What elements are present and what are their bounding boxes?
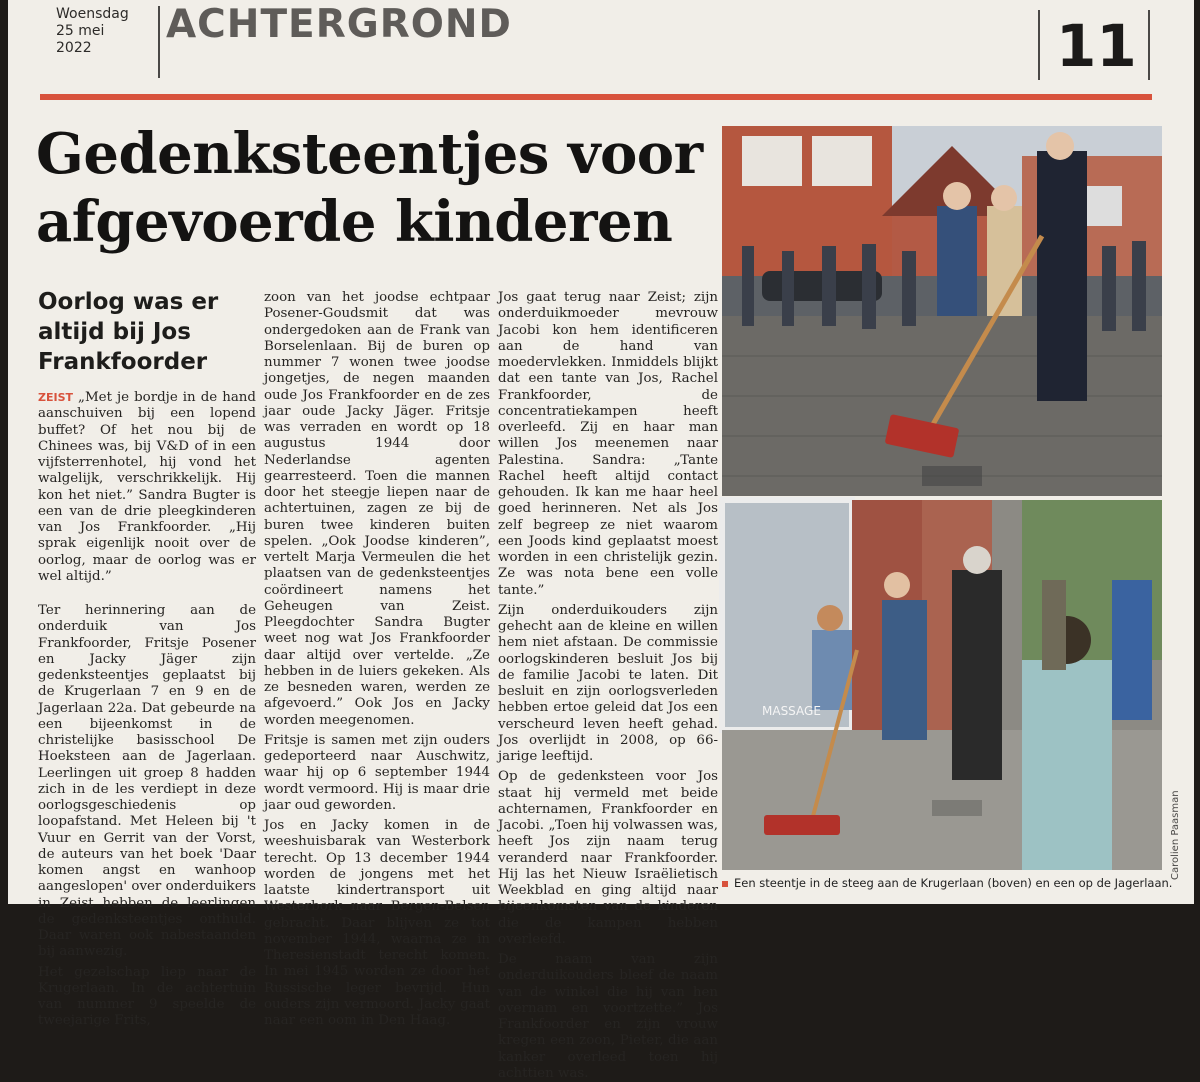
paragraph: Zijn onderduikouders zijn gehecht aan de kleine en willen hem niet afstaan. De commissie oorlogskinderen besluit Jos bij de familie Jacobi te laten. Dit besluit en zijn oorlogsverleden hebben ertoe geleid dat Jos een verscheurd leven heeft gehad. Jos overlijdt in 2008, op 66-jarige leeftijd. — [498, 602, 718, 764]
issue-date — [56, 6, 156, 57]
paragraph: Fritsje is samen met zijn ouders gedeporteerd naar Auschwitz, waar hij op 6 september 1944 wordt vermoord. Hij is maar drie jaar oud geworden. — [264, 732, 490, 813]
headline-line-2: afgevoerde kinderen — [36, 189, 673, 255]
headline-line-1: Gedenksteentjes voor — [36, 121, 703, 187]
paragraph: Ter herinnering aan de onderduik van Jos Frankfoorder, Fritsje Posener en Jacky Jäger zijn gedenksteentjes geplaatst bij de Krugerlaan 7 en 9 en de Jagerlaan 22a. Dat gebeurde na een bijeenkomst in de christelijke basisschool De Hoeksteen aan de Jagerlaan. Leerlingen uit groep 8 hadden zich in de les verdiept in deze oorlogsgeschiedenis op loopafstand. Met Heleen bij 't Vuur en Gerrit van der Vorst, de auteurs van het boek 'Daar komen angst en wanhoop aangeslopen' over onderduikers in Zeist hebben de leerlingen de gedenksteentjes onthuld. Daar waren ook nabestaanden bij aanwezig. — [38, 603, 256, 960]
page-number: 11 — [1056, 12, 1137, 80]
photo-jagerlaan — [722, 500, 1162, 870]
header-divider-edge — [1148, 10, 1150, 80]
issue-date-day: 25 mei — [56, 23, 105, 39]
paragraph: Jos gaat terug naar Zeist; zijn onderduikmoeder mevrouw Jacobi kon hem identificeren aan de hand van moedervlekken. Inmiddels blijkt dat een tante van Jos, Rachel Frankfoorder, de concentratiekampen heeft overleefd. Zij en haar man willen Jos meenemen naar Palestina. Sandra: „Tante Rachel heeft altijd contact gehouden. Ik kan me haar heel goed herinneren. Net als Jos zelf begreep ze niet waarom een Joods kind geplaatst moest worden in een christelijk gezin. Ze was nota bene een volle tante.” — [498, 290, 718, 598]
photo-krugerlaan-illustration — [722, 126, 1162, 496]
dateline: ZEIST — [38, 391, 74, 404]
issue-date-weekday: Woensdag — [56, 6, 129, 22]
intro-text: „Met je bordje in de hand aanschuiven bij een lopend buffet? Of het nou bij de Chinees was, bij V&D of in een vijfsterrenhotel, hij vond het walgelijk, verschrikkelijk. Hij kon het niet.” Sandra Bugter is een van de drie pleegkinderen van Jos Frankfoorder. „Hij sprak eigenlijk nooit over de oorlog, maar de oorlog was er wel altijd.” — [38, 390, 256, 584]
caption-text: Een steentje in de steeg aan de Krugerlaan (boven) en een op de Jagerlaan. — [734, 876, 1173, 890]
article-intro — [38, 390, 256, 585]
photo-krugerlaan — [722, 126, 1162, 496]
section-rule — [40, 94, 1152, 100]
article-column-1 — [38, 390, 256, 1029]
paragraph: Op de gedenksteen voor Jos staat hij vermeld met beide achternamen, Frankfoorder en Jacobi. „Toen hij volwassen was, heeft Jos zijn naam terug veranderd naar Frankfoorder. Hij las het Nieuw Israëlietisch Weekblad en ging altijd naar bijeenkomsten van de kinderen die de kampen hebben overleefd. — [498, 769, 718, 947]
newspaper-page — [8, 0, 1194, 1081]
photo-jagerlaan-illustration — [722, 500, 1162, 870]
article-column-2 — [264, 290, 490, 1028]
article-subheading: Oorlog was er altijd bij Jos Frankfoorder — [38, 289, 219, 375]
caption-square-icon — [722, 881, 728, 887]
issue-date-year: 2022 — [56, 40, 92, 56]
section-title: ACHTERGROND — [166, 2, 512, 47]
article-column-3 — [498, 290, 718, 1081]
paragraph: zoon van het joodse echtpaar Posener-Goudsmit dat was ondergedoken aan de Frank van Borselenlaan. Bij de buren op nummer 7 wonen twee joodse jongetjes, de negen maanden oude Jos Frankfoorder en de zes jaar oude Jacky Jäger. Fritsje was verraden en wordt op 18 augustus 1944 door Nederlandse agenten gearresteerd. Toen die mannen door het steegje liepen naar de achtertuinen, zagen ze bij de buren twee kinderen buiten spelen. „Ook Joodse kinderen”, vertelt Marja Vermeulen die het plaatsen van de gedenksteentjes coördineert namens het Geheugen van Zeist. Pleegdochter Sandra Bugter weet nog wat Jos Frankfoorder daar altijd over vertelde. „Ze hebben in de luiers gekeken. Als ze besneden waren, werden ze afgevoerd.” Ook Jos en Jacky worden meegenomen. — [264, 290, 490, 728]
article-headline — [36, 120, 726, 256]
photo-credit: Carolien Paasman — [1170, 790, 1181, 880]
paragraph: De naam van zijn onderduikouders bleef de naam van de winkel die hij van hen overnam en voortzette.” Jos Frankfoorder en zijn vrouw kregen een zoon, Pieter, die aan kanker overleed toen hij achttien was. — [498, 952, 718, 1081]
shop-window-text: MASSAGE — [762, 704, 821, 718]
header-divider-left — [158, 6, 160, 78]
photo-caption — [722, 876, 1172, 890]
paragraph: Jos en Jacky komen in de weeshuisbarak van Westerbork terecht. Op 13 december 1944 worden de jongens met het laatste kindertransport uit Westerbork naar Bergen-Belsen gebracht. Daar blijven ze tot november 1944, waarna ze in Theresienstadt terecht komen. In mei 1945 worden ze door het Russische leger bevrijd. Hun ouders zijn vermoord. Jacky gaat naar een oom in Den Haag. — [264, 818, 490, 1028]
header-divider-right — [1038, 10, 1040, 80]
paragraph: Het gezelschap liep naar de Krugerlaan. In de achtertuin van nummer 9 speelde de tweejarige Frits, — [38, 964, 256, 1029]
